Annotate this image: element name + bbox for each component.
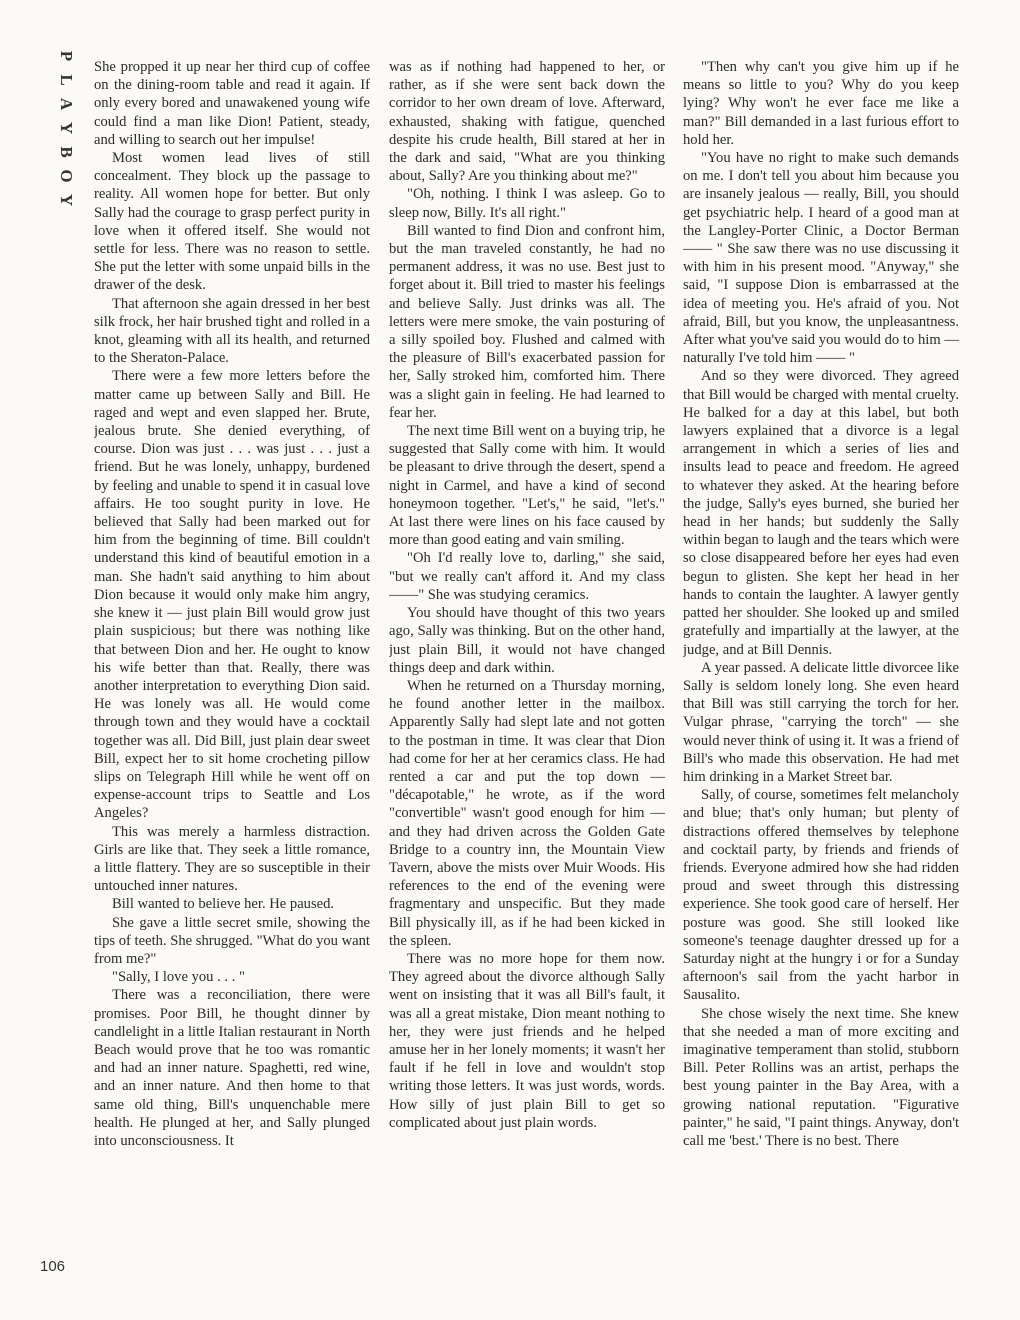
masthead-letter: B [57,146,76,158]
masthead-letter: L [57,74,76,86]
article-paragraph: There was no more hope for them now. They agreed about the divorce although Sally went on insisting that it was all Bill's fault, it was all a great mistake, Dion meant nothing to her, they were just friends and he helped amuse her in her lonely moments; it wasn't her fault if he fell in love and wouldn't stop writing those letters. It was just words, words. How silly of just plain Bill to get so complicated about just plain words. [389,950,665,1131]
page-number: 106 [40,1258,66,1275]
article-paragraph: She chose wisely the next time. She knew that she needed a man of more exciting and imaginative temperament than stolid, stubborn Bill. Peter Rollins was an artist, perhaps the best young painter in the Bay Area, with a growing national reputation. "Figurative painter," he said, "I paint things. Anyway, don't call me 'best.' There is no best. There [683,1005,959,1149]
article-paragraph: She propped it up near her third cup of coffee on the dining-room table and read it again. If only every bored and unawakened young wife could find a man like Dion! Patient, steady, and willing to search out her impulse! [94,59,370,148]
article-paragraph: Bill wanted to believe her. He paused. [112,896,335,913]
article-paragraph: "Oh, nothing. I think I was asleep. Go to sleep now, Billy. It's all right." [389,186,665,221]
magazine-masthead [55,44,77,244]
masthead-letter: Y [57,193,76,207]
article-paragraph: There was a reconciliation, there were promises. Poor Bill, he thought dinner by candlelight in a little Italian restaurant in North Beach would prove that he too was romantic and had an inner nature. Spaghetti, red wine, and an inner nature. And then home to that same old thing, Bill's unquenchable mere health. He plunged at her, and Sally plunged into unconsciousness. It [94,987,370,1149]
article-paragraph: Most women lead lives of still concealment. They block up the passage to reality. All women hope for better. But only Sally had the courage to grasp perfect purity in love when it offered itself. She would not settle for less. There was no reason to settle. She put the letter with some unpaid bills in the drawer of the desk. [94,150,370,294]
article-paragraph: A year passed. A delicate little divorcee like Sally is seldom lonely long. She even heard that Bill was still carrying the torch for her. Vulgar phrase, "carrying the torch" — she would never think of using it. It was a friend of Bill's who made this observation. He had met him drinking in a Market Street bar. [683,659,959,785]
article-paragraph: "Oh I'd really love to, darling," she said, "but we really can't afford it. And my class——" She was studying ceramics. [389,550,665,603]
article-paragraph: The next time Bill went on a buying trip, he suggested that Sally come with him. It would be pleasant to drive through the desert, spend a night in Carmel, and have a kind of second honeymoon together. "Let's," he said, "let's." At last there were lines on his face caused by more than good eating and vain smiling. [389,423,665,549]
masthead-letter: Y [57,121,76,135]
article-paragraph: Bill wanted to find Dion and confront him, but the man traveled constantly, he had no permanent address, it was no use. Best just to forget about it. Bill tried to master his feelings and believe Sally. Just drinks was all. The letters were mere smoke, the vain posturing of a silly spoiled boy. Flushed and calmed with the pleasure of Bill's exacerbated passion for her, Sally stroked him, comforted him. There was a slight gain in feeling. He had learned to fear her. [389,222,665,421]
article-paragraph: When he returned on a Thursday morning, he found another letter in the mailbox. Apparently Sally had slept late and not gotten to the postman in time. It was clear that Dion had come for her at her ceramics class. He had rented a car and put the top down — "décapotable," he wrote, as if the word "convertible" wasn't good enough for him — and they had driven across the Golden Gate Bridge to a country inn, the Mountain View Tavern, above the mists over Muir Woods. His references to the end of the evening were fragmentary and unspecific. But they made Bill physically ill, as if he had been kicked in the spleen. [389,677,665,949]
masthead-letter: P [57,50,76,62]
article-paragraph: That afternoon she again dressed in her best silk frock, her hair brushed tight and rolled in a knot, gleaming with all its health, and returned to the Sheraton-Palace. [94,295,370,367]
text-column-2 [389,58,665,1288]
text-column-1 [94,58,370,1288]
masthead-letter: O [57,169,76,183]
article-paragraph: was as if nothing had happened to her, or rather, as if she were sent back down the corridor to her own dream of love. Afterward, exhausted, shaking with fatigue, quenched despite his crude health, Bill stared at her in the dark and said, "What are you thinking about, Sally? Are you thinking about me?" [389,59,665,185]
article-paragraph: There were a few more letters before the matter came up between Sally and Bill. He raged and wept and even slapped her. Brute, jealous brute. She denied everything, of course. Dion was just . . . was just . . . just a friend. But he was lonely, unhappy, burdened by feeling and unable to spend it in casual love affairs. He too sought purity in love. He believed that Sally had been marked out for him from the beginning of time. Bill couldn't understand this kind of beautiful emotion in a man. She hadn't said anything to him about Dion because it would only make him angry, she knew it — just plain Bill would grow just plain suspicious; but there was nothing like that between Dion and her. He ought to know his wife better than that. Really, there was another interpretation to everything Dion said. He was lonely was all. He would come through town and they would have a cocktail together was all. Did Bill, just plain dear sweet Bill, expect her to sit home crocheting pillow slips on Telegraph Hill while he went off on expense-account trips to Seattle and Los Angeles? [94,368,370,822]
article-paragraph: This was merely a harmless distraction. Girls are like that. They seek a little romance, a little flattery. They are so susceptible in their untouched inner natures. [94,823,370,895]
article-paragraph: "Then why can't you give him up if he means so little to you? Why do you keep lying? Why won't he ever face me like a man?" Bill demanded in a last furious effort to hold her. [683,59,959,148]
article-paragraph: She gave a little secret smile, showing the tips of teeth. She shrugged. "What do you want from me?" [94,914,370,967]
text-column-3 [683,58,959,1288]
article-paragraph: "You have no right to make such demands on me. I don't tell you about him because you are insanely jealous — really, Bill, you should get psychiatric help. I heard of a good man at the Langley-Porter Clinic, a Doctor Berman —— " She saw there was no use discussing it with him in his present mood. "Anyway," she said, "I suppose Dion is embarrassed at the idea of meeting you. He's afraid of you. Not afraid, Bill, but you know, the unpleasantness. After what you've said you would do to him — naturally I've told him —— " [683,150,959,367]
article-paragraph: "Sally, I love you . . . " [112,969,245,986]
masthead-letter: A [57,97,76,111]
article-paragraph: And so they were divorced. They agreed that Bill would be charged with mental cruelty. He balked for a day at this label, but both lawyers explained that a divorce is a legal arrangement in which a series of lies and insults lead to peace and freedom. He agreed to whatever they asked. At the hearing before the judge, Sally's eyes burned, she buried her head in her hands; but suddenly the Sally within began to laugh and the tears which were so close disappeared before her eyes had even begun to glisten. She kept her head in her hands to contain the laughter. A lawyer gently patted her shoulder. She looked up and smiled gratefully and impartially at the lawyer, at the judge, and at Bill Dennis. [683,368,959,658]
article-paragraph: You should have thought of this two years ago, Sally was thinking. But on the other hand, just plain Bill, it would not have changed things deep and dark within. [389,605,665,676]
article-paragraph: Sally, of course, sometimes felt melancholy and blue; that's only human; but plenty of distractions offered themselves by telephone and cocktail party, by friends and friends of friends. Everyone admired how she had ridden proud and sweet through this distressing experience. She took good care of herself. Her posture was good. She still looked like someone's teenage daughter dressed up for a Saturday night at the hungry i or for a Sunday afternoon's sail from the yacht harbor in Sausalito. [683,787,959,1004]
